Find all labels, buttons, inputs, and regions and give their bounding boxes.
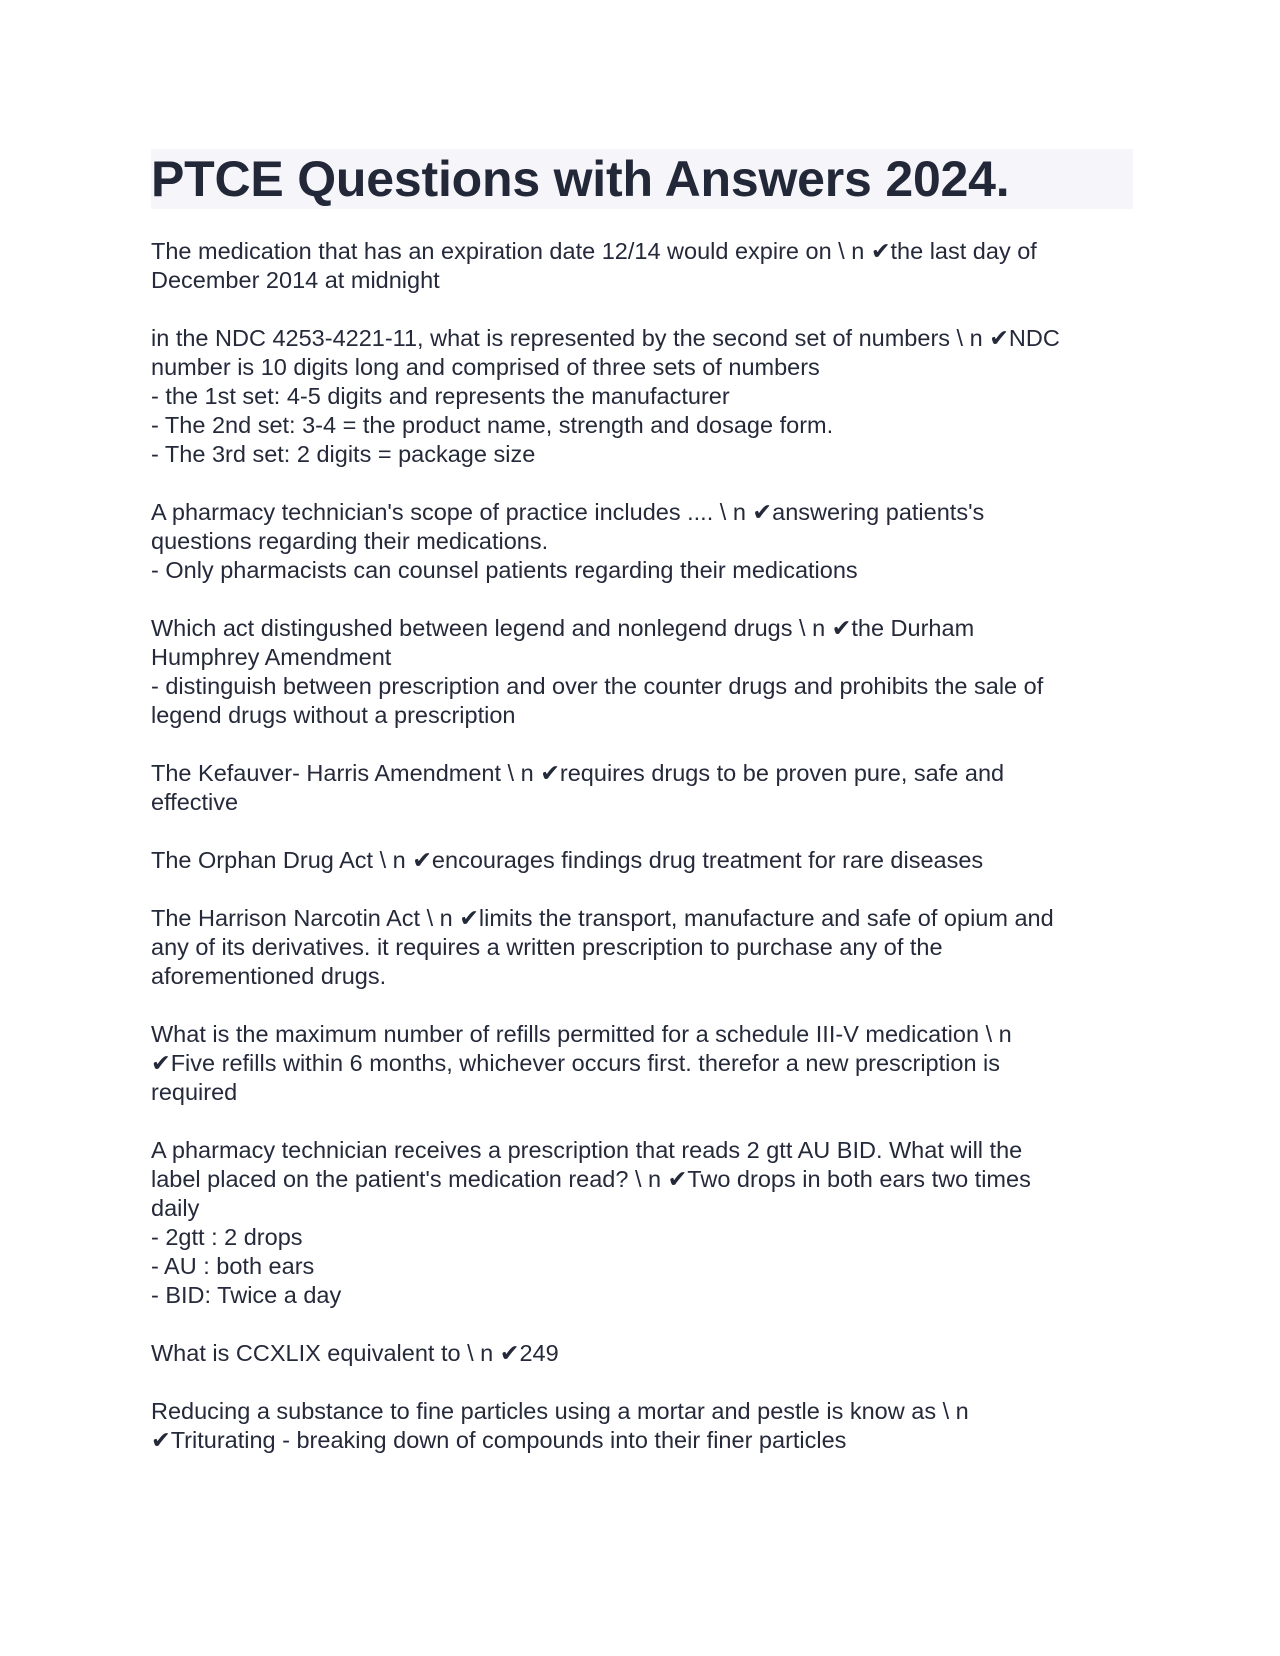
qa-item-prescription-label: A pharmacy technician receives a prescription that reads 2 gtt AU BID. What will the label placed on the patient's medication read? \ n ✔Two drops in both ears two times daily - 2gtt : 2 drops - AU : both ears - BID: Twice a day [151, 1137, 1031, 1308]
title-banner [151, 149, 1133, 209]
qa-item-kefauver-harris: The Kefauver- Harris Amendment \ n ✔requires drugs to be proven pure, safe and effective [151, 760, 1005, 815]
qa-item-harrison-narcotic-act: The Harrison Narcotin Act \ n ✔limits the transport, manufacture and safe of opium and any of its derivatives. it requires a written prescription to purchase any of the aforementioned drugs. [151, 905, 1054, 989]
qa-item-scope-of-practice: A pharmacy technician's scope of practice includes .... \ n ✔answering patients's questions regarding their medications. - Only pharmacists can counsel patients regarding their medications [151, 499, 985, 583]
document-page [151, 149, 1133, 1484]
page-title: PTCE Questions with Answers 2024. [151, 151, 1010, 207]
qa-item-triturating: Reducing a substance to fine particles using a mortar and pestle is know as \ n ✔Triturating - breaking down of compounds into their finer particles [151, 1398, 969, 1453]
qa-item-ndc-number: in the NDC 4253-4221-11, what is represented by the second set of numbers \ n ✔NDC number is 10 digits long and comprised of three sets of numbers - the 1st set: 4-5 digits and represents the manufacturer - The 2nd set: 3-4 = the product name, strength and dosage form. - The 3rd set: 2 digits = package size [151, 325, 1060, 467]
qa-item-refills-schedule: What is the maximum number of refills permitted for a schedule III-V medication \ n ✔Five refills within 6 months, whichever occurs first. therefor a new prescription is required [151, 1021, 1012, 1105]
qa-item-expiration-date: The medication that has an expiration date 12/14 would expire on \ n ✔the last day of December 2014 at midnight [151, 238, 1037, 293]
qa-item-orphan-drug-act: The Orphan Drug Act \ n ✔encourages findings drug treatment for rare diseases [151, 847, 984, 873]
qa-item-roman-numeral: What is CCXLIX equivalent to \ n ✔249 [151, 1340, 559, 1366]
qa-item-durham-humphrey: Which act distingushed between legend and nonlegend drugs \ n ✔the Durham Humphrey Amendment - distinguish between prescription and over the counter drugs and prohibits the sale of legend drugs without a prescription [151, 615, 1044, 728]
